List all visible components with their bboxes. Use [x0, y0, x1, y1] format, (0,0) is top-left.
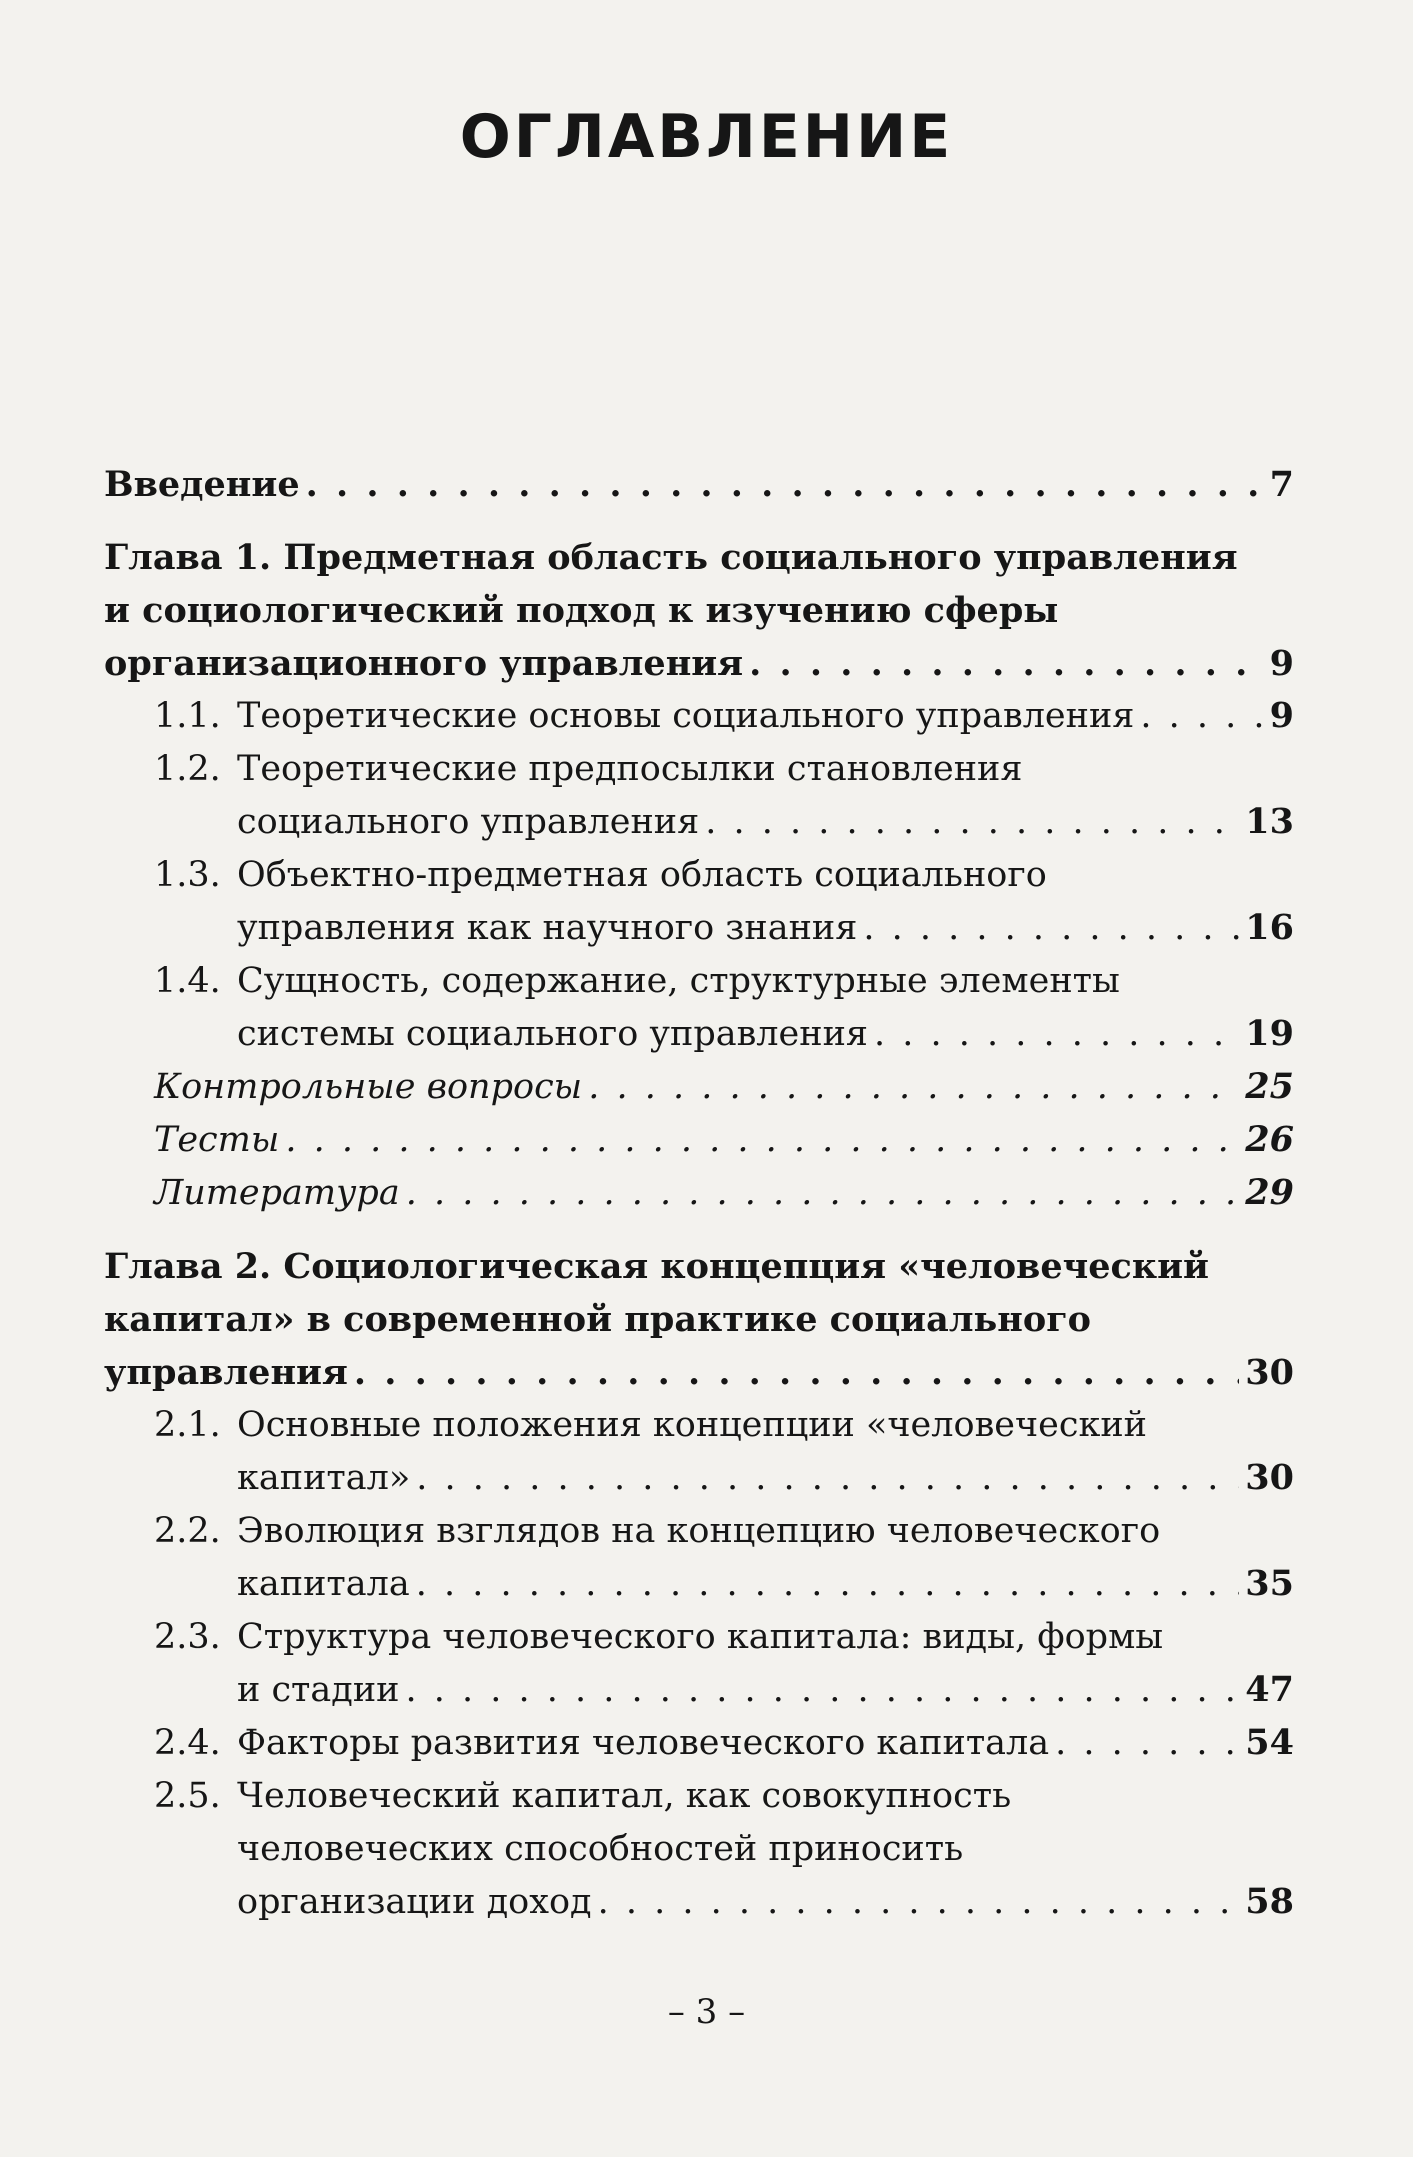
dot-leader	[406, 1664, 1240, 1717]
section-number: 2.5.	[154, 1776, 221, 1816]
toc-chapter-1-line-2[interactable]	[104, 584, 1294, 637]
toc-section-1-2-cont[interactable]	[104, 796, 1294, 849]
toc-section-2-5[interactable]	[104, 1770, 1294, 1823]
toc-page-number: 58	[1245, 1881, 1294, 1922]
toc-section-2-3[interactable]	[104, 1611, 1294, 1664]
toc-section-1-2[interactable]	[104, 743, 1294, 796]
toc-section-2-2[interactable]	[104, 1505, 1294, 1558]
dot-leader	[1140, 690, 1263, 743]
section-title: Эволюция взглядов на концепцию человеческого	[237, 1511, 1161, 1551]
chapter-title: Глава 2. Социологическая концепция «человеческий	[104, 1246, 1210, 1287]
section-title: Сущность, содержание, структурные элементы	[237, 961, 1120, 1001]
toc-page-number: 13	[1245, 801, 1294, 842]
page-number-footer: – 3 –	[667, 1992, 746, 2032]
dot-leader	[588, 1061, 1239, 1114]
section-number: 2.3.	[154, 1617, 221, 1657]
table-of-contents	[104, 458, 1294, 1929]
toc-page-number: 9	[1269, 695, 1294, 736]
toc-section-2-1[interactable]	[104, 1399, 1294, 1452]
section-title: Объектно-предметная область социального	[237, 855, 1047, 895]
section-title: человеческих способностей приносить	[237, 1829, 964, 1869]
toc-section-1-3-cont[interactable]	[104, 902, 1294, 955]
section-title: Теоретические основы социального управления	[237, 696, 1135, 736]
toc-page-number: 16	[1245, 907, 1294, 948]
toc-page-number: 30	[1245, 1457, 1294, 1498]
chapter-title: и социологический подход к изучению сферы	[104, 590, 1059, 631]
dot-leader	[416, 1452, 1239, 1505]
section-title: Факторы развития человеческого капитала	[237, 1723, 1050, 1763]
toc-entry-literature[interactable]	[104, 1167, 1294, 1220]
dot-leader	[285, 1114, 1239, 1167]
toc-section-2-1-cont[interactable]	[104, 1452, 1294, 1505]
chapter-title: Глава 1. Предметная область социального управления	[104, 537, 1238, 578]
entry-title: Контрольные вопросы	[154, 1067, 583, 1107]
section-title: социального управления	[237, 802, 700, 842]
toc-page-number: 9	[1269, 643, 1294, 684]
toc-entry-title: Введение	[104, 464, 300, 505]
toc-page-number: 7	[1269, 464, 1294, 505]
toc-section-2-5-cont-2[interactable]	[104, 1876, 1294, 1929]
section-title: управления как научного знания	[237, 908, 858, 948]
toc-page-number: 25	[1245, 1066, 1294, 1107]
toc-section-2-5-cont-1[interactable]	[104, 1823, 1294, 1876]
entry-title: Литература	[154, 1173, 400, 1213]
toc-page-number: 26	[1245, 1119, 1294, 1160]
toc-chapter-2-line-2[interactable]	[104, 1293, 1294, 1346]
section-title: Основные положения концепции «человеческий	[237, 1405, 1147, 1445]
toc-page-number: 30	[1245, 1352, 1294, 1393]
toc-entry-tests[interactable]	[104, 1114, 1294, 1167]
dot-leader	[416, 1558, 1240, 1611]
dot-leader	[874, 1008, 1239, 1061]
section-number: 2.4.	[154, 1723, 221, 1763]
section-number: 1.3.	[154, 855, 221, 895]
toc-page-number: 19	[1245, 1013, 1294, 1054]
toc-page-number: 47	[1245, 1669, 1294, 1710]
section-title: Человеческий капитал, как совокупность	[237, 1776, 1012, 1816]
section-number: 1.1.	[154, 696, 221, 736]
toc-page-number: 35	[1245, 1563, 1294, 1604]
toc-section-1-4-cont[interactable]	[104, 1008, 1294, 1061]
section-number: 2.2.	[154, 1511, 221, 1551]
toc-entry-intro[interactable]	[104, 458, 1294, 511]
section-title: системы социального управления	[237, 1014, 868, 1054]
chapter-title: организационного управления	[104, 643, 744, 684]
toc-section-2-4[interactable]	[104, 1717, 1294, 1770]
toc-chapter-2-line-3[interactable]	[104, 1346, 1294, 1399]
toc-chapter-1-line-3[interactable]	[104, 637, 1294, 690]
dot-leader	[598, 1876, 1240, 1929]
toc-section-1-4[interactable]	[104, 955, 1294, 1008]
entry-title: Тесты	[154, 1120, 280, 1160]
section-number: 1.4.	[154, 961, 221, 1001]
toc-chapter-2-line-1[interactable]	[104, 1240, 1294, 1293]
section-title: и стадии	[237, 1670, 400, 1710]
toc-section-2-3-cont[interactable]	[104, 1664, 1294, 1717]
toc-page-number: 29	[1245, 1172, 1294, 1213]
dot-leader	[406, 1167, 1240, 1220]
section-title: Структура человеческого капитала: виды, формы	[237, 1617, 1164, 1657]
section-title: Теоретические предпосылки становления	[237, 749, 1023, 789]
toc-entry-questions[interactable]	[104, 1061, 1294, 1114]
section-title: капитал»	[237, 1458, 411, 1498]
toc-section-2-2-cont[interactable]	[104, 1558, 1294, 1611]
dot-leader	[705, 796, 1239, 849]
section-title: организации доход	[237, 1882, 592, 1922]
page-title: ОГЛАВЛЕНИЕ	[459, 102, 954, 172]
toc-section-1-3[interactable]	[104, 849, 1294, 902]
section-number: 1.2.	[154, 749, 221, 789]
dot-leader	[354, 1346, 1239, 1399]
dot-leader	[1055, 1717, 1239, 1770]
toc-chapter-1-line-1[interactable]	[104, 531, 1294, 584]
section-title: капитала	[237, 1564, 410, 1604]
chapter-title: капитал» в современной практике социального	[104, 1299, 1092, 1340]
toc-page-number: 54	[1245, 1722, 1294, 1763]
dot-leader	[863, 902, 1239, 955]
chapter-title: управления	[104, 1352, 348, 1393]
section-number: 2.1.	[154, 1405, 221, 1445]
dot-leader	[749, 637, 1264, 690]
dot-leader	[306, 458, 1264, 511]
toc-section-1-1[interactable]	[104, 690, 1294, 743]
